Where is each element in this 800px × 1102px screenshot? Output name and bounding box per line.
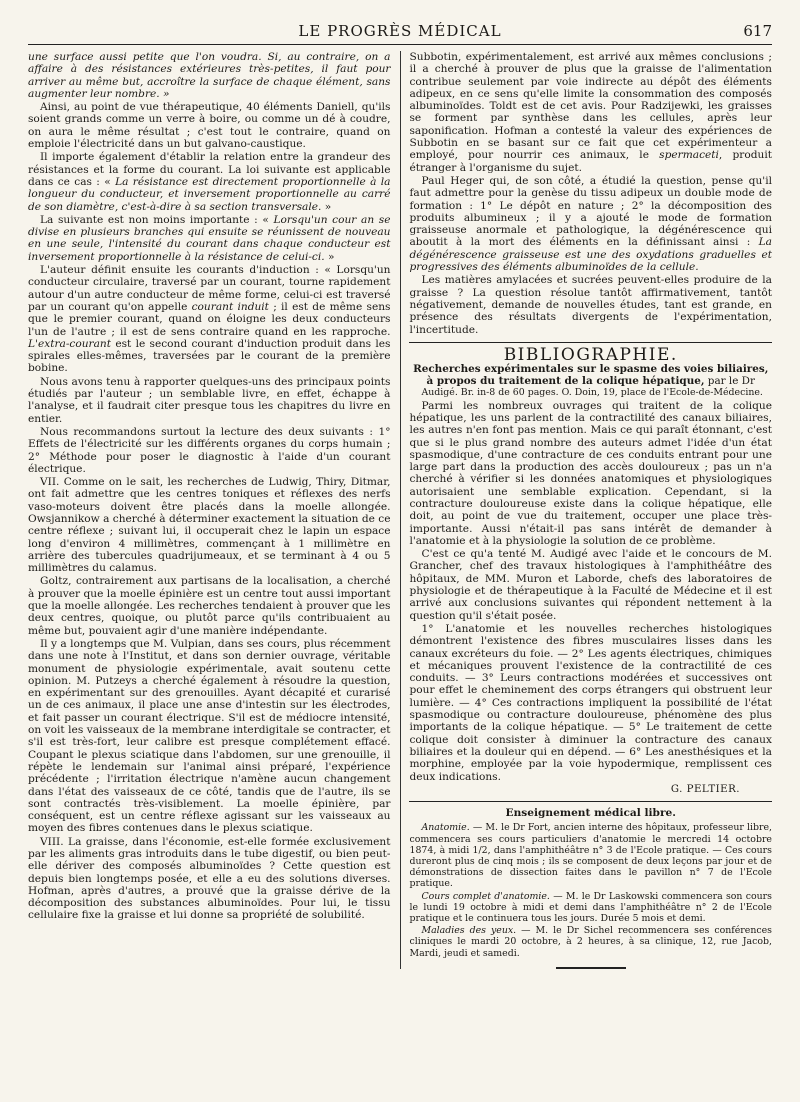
paragraph: Les matières amylacées et sucrées peuvent-elles produire de la graisse ? La question résolue tantôt affirmativement, tantôt négativement, demande de nouvelles études, tant est grande, en présence des résultats divergents de l'expérimentation, l'incertitude. (409, 274, 772, 336)
review-heading: Recherches expérimentales sur le spasme des voies biliaires, à propos du traitement de la colique hépatique, par le Dr (413, 363, 769, 388)
notice: Maladies des yeux. — M. le Dr Sichel recommencera ses conférences cliniques le mardi 20 octobre, à 2 heures, à sa clinique, 12, rue Jacob, Mardi, jeudi et samedi. (409, 925, 772, 959)
section-title-bibliographie: BIBLIOGRAPHIE. (409, 342, 772, 361)
review-citation: Audigé. Br. in-8 de 60 pages. O. Doin, 19, place de l'Ecole-de-Médecine. (421, 387, 763, 399)
paragraph: L'auteur définit ensuite les courants d'induction : « Lorsqu'un conducteur circulaire, traversé par un courant, tourne rapidement autour d'un autre conducteur de même forme, celui-ci est traversé par un courant qu'on appelle courant induit ; il est de même sens que le premier courant, quand on éloigne les deux conducteurs l'un de l'autre ; il est de sens contraire quand en les rapproche. L'extra-courant est le second courant d'induction produit dans les spirales elles-mêmes, traversées par le courant de la première bobine. (28, 264, 391, 375)
page-number: 617 (743, 22, 772, 40)
paragraph: La suivante est non moins importante : « Lorsqu'un cour an se divise en plusieurs branches qui ensuite se réunissent de nouveau en une seule, l'intensité du courant dans chaque conducteur est inversement proportionnelle à la résistance de celui-ci. » (28, 213, 391, 263)
notice: Anatomie. — M. le Dr Fort, ancien interne des hôpitaux, professeur libre, commencera ses cours particuliers d'anatomie le mercredi 14 octobre 1874, à midi 1/2, dans l'amphithéâtre n° 3 de l'Ecole pratique. — Ces cours dureront plus de cinq mois ; ils se composent de deux leçons par jour et de démonstrations de dissection faites dans le pavillon n° 7 de l'Ecole pratique. (409, 822, 772, 890)
paragraph: C'est ce qu'a tenté M. Audigé avec l'aide et le concours de M. Grancher, chef des travaux histologiques à l'amphithéâtre des hôpitaux, de MM. Muron et Laborde, chefs des laboratoires de physiologie et de thérapeutique à la Faculté de Médecine et il est arrivé aux conclusions suivantes qui répondent nettement à la question qu'il s'était posée. (409, 548, 772, 622)
paragraph: Il y a longtemps que M. Vulpian, dans ses cours, plus récemment dans une note à l'Institut, et dans son dernier ouvrage, véritable monument de physiologie expérimentale, avait soutenu cette opinion. M. Putzeys a cherché également à résoudre la question, en expérimentant sur des grenouilles. Ayant décapité et curarisé un de ces animaux, il place une anse d'intestin sur les électrodes, et fait passer un courant électrique. S'il est de médiocre intensité, on voit les vaisseaux de la membrane interdigitale se contracter, et s'il est très-fort, leur calibre est presque complétement effacé. Coupant le plexus sciatique dans l'abdomen, sur une grenouille, il répète le lendemain sur l'animal ainsi préparé, l'expérience précédente ; l'irritation électrique n'amène aucun changement dans l'état des vaisseaux de ce côté, tandis que de l'autre, ils se sont contractés très-visiblement. La moelle épinière, par conséquent, est un centre réflexe agissant sur les vaisseaux au moyen des fibres contenues dans le plexus sciatique. (28, 637, 391, 835)
review-signature: G. PELTIER. (670, 783, 740, 795)
right-column (409, 51, 772, 969)
paragraph: Nous avons tenu à rapporter quelques-uns des principaux points étudiés par l'auteur ; un semblable livre, en effet, échappe à l'analyse, et il faudrait citer presque tous les chapitres du livre en entier. (28, 375, 391, 425)
paragraph: Goltz, contrairement aux partisans de la localisation, a cherché à prouver que la moelle épinière est un centre tout aussi important que la moelle allongée. Les recherches tendaient à prouver que les deux centres, quoique, ou plutôt parce qu'ils contribuaient au même but, pouvaient agir d'une manière indépendante. (28, 575, 391, 637)
section-divider (409, 801, 772, 802)
paragraph: Parmi les nombreux ouvrages qui traitent de la colique hépatique, les uns parlent de la contractilité des canaux biliaires, les autres n'en font pas mention. Mais ce qui paraît étonnant, c'est que si le plus grand nombre des auteurs admet l'idée d'un état spasmodique, d'une contracture de ces conduits entrant pour une large part dans la production des accès douloureux ; pas un n'a cherché à vérifier si les données anatomiques et physiologiques autorisaient une semblable explication. Cependant, si la contracture douloureuse existe dans la colique hépatique, elle doit, au point de vue du traitement, occuper une place très-importante. Aussi n'était-il pas sans intérêt de demander à l'anatomie et à la physiologie la solution de ce problème. (409, 399, 772, 547)
paragraph: Subbotin, expérimentalement, est arrivé aux mêmes conclusions ; il a cherché à prouver de plus que la graisse de l'alimentation contribue seulement par voie indirecte au dépôt des éléments adipeux, en ce sens qu'elle limite la consommation des composés albuminoïdes. Toldt est de cet avis. Pour Radzijewki, les graisses se forment par synthèse dans les cellules, après leur saponification. Hofman a contesté la valeur des expériences de Subbotin en se basant sur ce fait que cet expérimenteur a employé, pour nourrir ces animaux, le spermaceti, produit étranger à l'organisme du sujet. (409, 51, 772, 174)
paragraph: une surface aussi petite que l'on voudra. Si, au contraire, on a affaire à des résistances extérieures très-petites, il faut pour arriver au même but, accroître la surface de chaque élément, sans augmenter leur nombre. » (28, 51, 391, 100)
paragraph: Ainsi, au point de vue thérapeutique, 40 éléments Daniell, qu'ils soient grands comme un verre à boire, ou comme un dé à coudre, on aura le même résultat ; c'est tout le contraire, quand on emploie l'électricité dans un but galvano-caustique. (28, 101, 391, 151)
notice: Cours complet d'anatomie. — M. le Dr Laskowski commencera son cours le lundi 19 octobre à midi et demi dans l'amphithéâtre n° 2 de l'Ecole pratique et le continuera tous les jours. Durée 5 mois et demi. (409, 890, 772, 925)
paragraph: VIII. La graisse, dans l'économie, est-elle formée exclusivement par les aliments gras introduits dans le tube digestif, ou bien peut-elle dériver des composés albuminoïdes ? Cette question est depuis bien longtemps posée, et elle a eu des solutions diverses. Hofman, après d'autres, a prouvé que la graisse dérive de la décomposition des substances albuminoïdes. Pour lui, le tissu cellulaire fixe la graisse et lui donne sa propriété de solubilité. (28, 835, 391, 922)
journal-title: LE PROGRÈS MÉDICAL (298, 22, 502, 40)
left-column (28, 51, 391, 969)
paragraph: Nous recommandons surtout la lecture des deux suivants : 1° Effets de l'électricité sur les différents organes du corps humain ; 2° Méthode pour poser le diagnostic à l'aide d'un courant électrique. (28, 425, 391, 475)
paragraph: VII. Comme on le sait, les recherches de Ludwig, Thiry, Ditmar, ont fait admettre que les centres toniques et réflexes des nerfs vaso-moteurs doivent être placés dans la moelle allongée. Owsjannikow a cherché à déterminer exactement la situation de ce centre réflexe ; suivant lui, il occuperait chez le lapin un espace long d'environ 4 millimètres, commençant à 1 millimètre en arrière des tubercules quadrijumeaux, et se terminant à 4 ou 5 millimètres du calamus. (28, 476, 391, 575)
running-header (28, 18, 772, 45)
paragraph: 1° L'anatomie et les nouvelles recherches histologiques démontrent l'existence des fibres musculaires lisses dans les canaux excréteurs du foie. — 2° Les agents électriques, chimiques et mécaniques prouvent l'existence de la contractilité de ces conduits. — 3° Leurs contractions modérées et successives ont pour effet le cheminement des corps étrangers qui obstruent leur lumière. — 4° Ces contractions impliquent la possibilité de l'état spasmodique ou contracture douloureuse, phénomène des plus importants de la colique hépatique. — 5° Le traitement de cette colique doit consister à diminuer la contracture des canaux biliaires et la douleur qui en dépend. — 6° Les anesthésiques et la morphine, employée par la voie hypodermique, remplissent ces deux indications. (409, 622, 772, 783)
two-column-body (28, 51, 772, 969)
closing-rule (556, 967, 626, 969)
column-divider (400, 51, 401, 969)
paragraph: Paul Heger qui, de son côté, a étudié la question, pense qu'il faut admettre pour la genèse du tissu adipeux un double mode de formation : 1° Le dépôt en nature ; 2° la décomposition des produits albumineux ; il y a ajouté le mode de formation graisseuse anormale et pathologique, la dégénérescence qui aboutit à la mort des éléments en la définissant ainsi : La dégénérescence graisseuse est une des oxydations graduelles et progressives des éléments albuminoïdes de la cellule. (409, 174, 772, 274)
paragraph: Il importe également d'établir la relation entre la grandeur des résistances et la forme du courant. La loi suivante est applicable dans ce cas : « La résistance est directement proportionnelle à la longueur du conducteur, et inversement proportionnelle au carré de son diamètre, c'est-à-dire à sa section transversale. » (28, 151, 391, 213)
section-title-enseignement: Enseignement médical libre. (505, 807, 676, 820)
